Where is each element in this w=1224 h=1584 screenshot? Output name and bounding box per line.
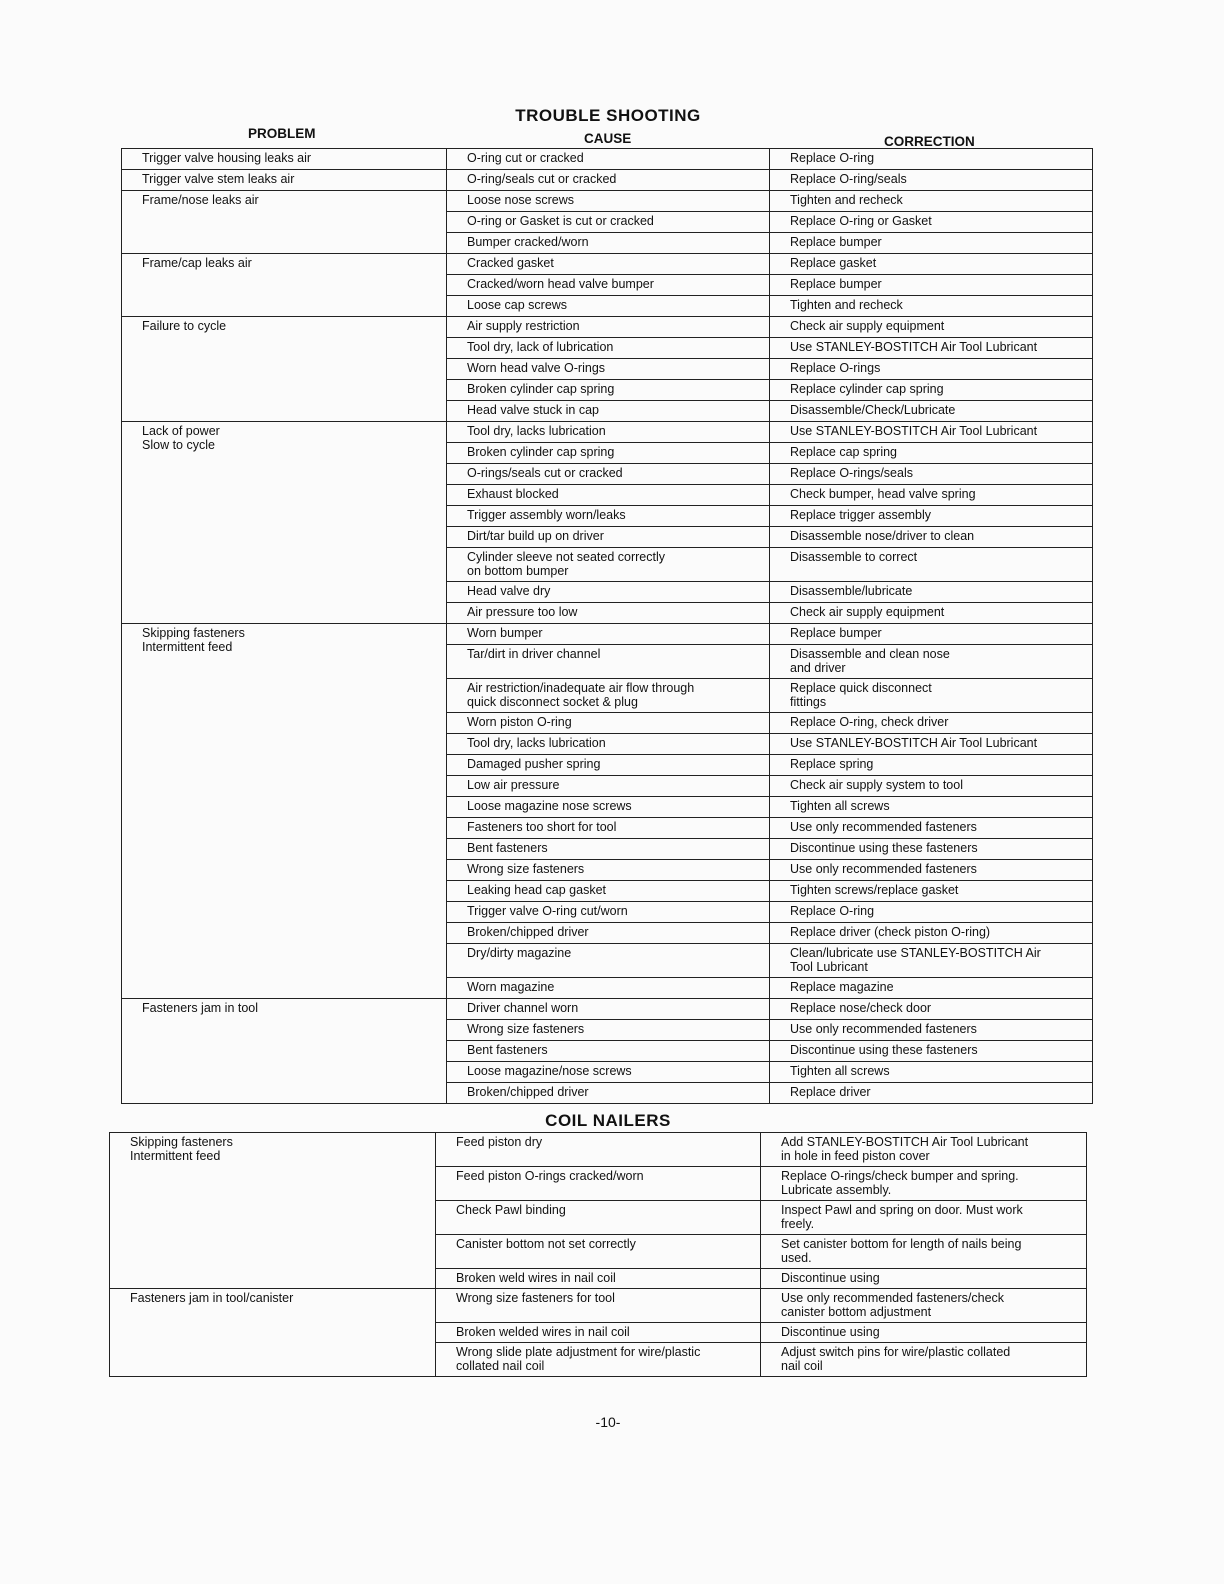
cause-cell: Broken weld wires in nail coil bbox=[436, 1269, 761, 1289]
cause-cell: Loose nose screws bbox=[447, 191, 770, 212]
cause-cell: Air supply restriction bbox=[447, 317, 770, 338]
correction-cell: Use only recommended fasteners bbox=[770, 1020, 1093, 1041]
cause-cell: Wrong size fasteners bbox=[447, 860, 770, 881]
table-row bbox=[122, 624, 1093, 645]
correction-cell: Tighten screws/replace gasket bbox=[770, 881, 1093, 902]
correction-cell: Disassemble and clean nose and driver bbox=[770, 645, 1093, 679]
cause-cell: Air pressure too low bbox=[447, 603, 770, 624]
correction-cell: Replace O-ring bbox=[770, 149, 1093, 170]
table-row bbox=[122, 254, 1093, 275]
cause-cell: Check Pawl binding bbox=[436, 1201, 761, 1235]
correction-cell: Replace O-rings bbox=[770, 359, 1093, 380]
correction-cell: Disassemble/lubricate bbox=[770, 582, 1093, 603]
correction-cell: Use only recommended fasteners bbox=[770, 860, 1093, 881]
correction-cell: Use STANLEY-BOSTITCH Air Tool Lubricant bbox=[770, 422, 1093, 443]
cause-column-header: CAUSE bbox=[584, 131, 632, 146]
correction-cell: Replace magazine bbox=[770, 978, 1093, 999]
correction-cell: Discontinue using these fasteners bbox=[770, 1041, 1093, 1062]
problem-cell: Frame/nose leaks air bbox=[122, 191, 447, 254]
correction-cell: Set canister bottom for length of nails being used. bbox=[761, 1235, 1087, 1269]
problem-cell: Failure to cycle bbox=[122, 317, 447, 422]
correction-cell: Check air supply equipment bbox=[770, 317, 1093, 338]
cause-cell: Worn piston O-ring bbox=[447, 713, 770, 734]
correction-cell: Discontinue using these fasteners bbox=[770, 839, 1093, 860]
correction-cell: Replace O-rings/seals bbox=[770, 464, 1093, 485]
cause-cell: Wrong size fasteners bbox=[447, 1020, 770, 1041]
correction-cell: Disassemble/Check/Lubricate bbox=[770, 401, 1093, 422]
correction-cell: Check bumper, head valve spring bbox=[770, 485, 1093, 506]
correction-cell: Replace O-rings/check bumper and spring. Lubricate assembly. bbox=[761, 1167, 1087, 1201]
correction-cell: Check air supply system to tool bbox=[770, 776, 1093, 797]
coil-nailers-table bbox=[109, 1132, 1087, 1377]
cause-cell: Tool dry, lack of lubrication bbox=[447, 338, 770, 359]
correction-cell: Inspect Pawl and spring on door. Must work freely. bbox=[761, 1201, 1087, 1235]
correction-cell: Use STANLEY-BOSTITCH Air Tool Lubricant bbox=[770, 734, 1093, 755]
correction-cell: Replace gasket bbox=[770, 254, 1093, 275]
cause-cell: Broken cylinder cap spring bbox=[447, 443, 770, 464]
cause-cell: O-rings/seals cut or cracked bbox=[447, 464, 770, 485]
table-row bbox=[110, 1289, 1087, 1323]
cause-cell: Feed piston dry bbox=[436, 1133, 761, 1167]
cause-cell: Cylinder sleeve not seated correctly on bottom bumper bbox=[447, 548, 770, 582]
cause-cell: Trigger valve O-ring cut/worn bbox=[447, 902, 770, 923]
cause-cell: Broken welded wires in nail coil bbox=[436, 1323, 761, 1343]
cause-cell: Canister bottom not set correctly bbox=[436, 1235, 761, 1269]
cause-cell: Tool dry, lacks lubrication bbox=[447, 734, 770, 755]
problem-cell: Lack of power Slow to cycle bbox=[122, 422, 447, 624]
cause-cell: Damaged pusher spring bbox=[447, 755, 770, 776]
page-title: TROUBLE SHOOTING bbox=[515, 106, 701, 125]
cause-cell: Loose magazine nose screws bbox=[447, 797, 770, 818]
correction-cell: Replace bumper bbox=[770, 275, 1093, 296]
table-row bbox=[122, 149, 1093, 170]
cause-cell: Bent fasteners bbox=[447, 839, 770, 860]
table-row bbox=[122, 317, 1093, 338]
correction-cell: Clean/lubricate use STANLEY-BOSTITCH Air Tool Lubricant bbox=[770, 944, 1093, 978]
cause-cell: Low air pressure bbox=[447, 776, 770, 797]
correction-cell: Replace cap spring bbox=[770, 443, 1093, 464]
correction-cell: Replace nose/check door bbox=[770, 999, 1093, 1020]
troubleshooting-table bbox=[121, 148, 1093, 1104]
correction-cell: Replace O-ring, check driver bbox=[770, 713, 1093, 734]
cause-cell: Broken/chipped driver bbox=[447, 1083, 770, 1104]
cause-cell: Tar/dirt in driver channel bbox=[447, 645, 770, 679]
cause-cell: Worn bumper bbox=[447, 624, 770, 645]
cause-cell: Tool dry, lacks lubrication bbox=[447, 422, 770, 443]
correction-cell: Tighten and recheck bbox=[770, 191, 1093, 212]
correction-cell: Replace quick disconnect fittings bbox=[770, 679, 1093, 713]
cause-cell: Fasteners too short for tool bbox=[447, 818, 770, 839]
problem-cell: Skipping fasteners Intermittent feed bbox=[122, 624, 447, 999]
correction-cell: Replace O-ring or Gasket bbox=[770, 212, 1093, 233]
correction-cell: Replace bumper bbox=[770, 624, 1093, 645]
cause-cell: Dry/dirty magazine bbox=[447, 944, 770, 978]
correction-column-header: CORRECTION bbox=[884, 134, 975, 149]
problem-cell: Skipping fasteners Intermittent feed bbox=[110, 1133, 436, 1289]
table-row bbox=[122, 422, 1093, 443]
coil-nailers-title: COIL NAILERS bbox=[545, 1111, 671, 1130]
cause-cell: Broken/chipped driver bbox=[447, 923, 770, 944]
problem-cell: Trigger valve stem leaks air bbox=[122, 170, 447, 191]
cause-cell: Worn head valve O-rings bbox=[447, 359, 770, 380]
problem-cell: Frame/cap leaks air bbox=[122, 254, 447, 317]
cause-cell: O-ring or Gasket is cut or cracked bbox=[447, 212, 770, 233]
cause-cell: Driver channel worn bbox=[447, 999, 770, 1020]
cause-cell: Bumper cracked/worn bbox=[447, 233, 770, 254]
correction-cell: Tighten all screws bbox=[770, 1062, 1093, 1083]
correction-cell: Tighten all screws bbox=[770, 797, 1093, 818]
cause-cell: Loose cap screws bbox=[447, 296, 770, 317]
cause-cell: Leaking head cap gasket bbox=[447, 881, 770, 902]
table-row bbox=[122, 999, 1093, 1020]
correction-cell: Tighten and recheck bbox=[770, 296, 1093, 317]
correction-cell: Replace O-ring bbox=[770, 902, 1093, 923]
cause-cell: Feed piston O-rings cracked/worn bbox=[436, 1167, 761, 1201]
cause-cell: Bent fasteners bbox=[447, 1041, 770, 1062]
cause-cell: O-ring cut or cracked bbox=[447, 149, 770, 170]
cause-cell: Broken cylinder cap spring bbox=[447, 380, 770, 401]
correction-cell: Replace O-ring/seals bbox=[770, 170, 1093, 191]
correction-cell: Replace trigger assembly bbox=[770, 506, 1093, 527]
cause-cell: Wrong slide plate adjustment for wire/plastic collated nail coil bbox=[436, 1343, 761, 1377]
problem-cell: Fasteners jam in tool bbox=[122, 999, 447, 1104]
correction-cell: Replace cylinder cap spring bbox=[770, 380, 1093, 401]
cause-cell: Worn magazine bbox=[447, 978, 770, 999]
correction-cell: Use STANLEY-BOSTITCH Air Tool Lubricant bbox=[770, 338, 1093, 359]
cause-cell: O-ring/seals cut or cracked bbox=[447, 170, 770, 191]
correction-cell: Check air supply equipment bbox=[770, 603, 1093, 624]
cause-cell: Trigger assembly worn/leaks bbox=[447, 506, 770, 527]
page-number: -10- bbox=[595, 1414, 621, 1430]
table-row bbox=[110, 1133, 1087, 1167]
problem-column-header: PROBLEM bbox=[248, 126, 316, 141]
correction-cell: Add STANLEY-BOSTITCH Air Tool Lubricant in hole in feed piston cover bbox=[761, 1133, 1087, 1167]
correction-cell: Replace spring bbox=[770, 755, 1093, 776]
correction-cell: Replace bumper bbox=[770, 233, 1093, 254]
correction-cell: Disassemble to correct bbox=[770, 548, 1093, 582]
table-row bbox=[122, 191, 1093, 212]
correction-cell: Disassemble nose/driver to clean bbox=[770, 527, 1093, 548]
correction-cell: Replace driver bbox=[770, 1083, 1093, 1104]
cause-cell: Air restriction/inadequate air flow through quick disconnect socket & plug bbox=[447, 679, 770, 713]
cause-cell: Cracked/worn head valve bumper bbox=[447, 275, 770, 296]
cause-cell: Exhaust blocked bbox=[447, 485, 770, 506]
cause-cell: Loose magazine/nose screws bbox=[447, 1062, 770, 1083]
cause-cell: Head valve dry bbox=[447, 582, 770, 603]
cause-cell: Cracked gasket bbox=[447, 254, 770, 275]
correction-cell: Use only recommended fasteners/check canister bottom adjustment bbox=[761, 1289, 1087, 1323]
correction-cell: Replace driver (check piston O-ring) bbox=[770, 923, 1093, 944]
correction-cell: Discontinue using bbox=[761, 1269, 1087, 1289]
correction-cell: Use only recommended fasteners bbox=[770, 818, 1093, 839]
cause-cell: Dirt/tar build up on driver bbox=[447, 527, 770, 548]
table-row bbox=[122, 170, 1093, 191]
problem-cell: Fasteners jam in tool/canister bbox=[110, 1289, 436, 1377]
correction-cell: Adjust switch pins for wire/plastic collated nail coil bbox=[761, 1343, 1087, 1377]
problem-cell: Trigger valve housing leaks air bbox=[122, 149, 447, 170]
cause-cell: Head valve stuck in cap bbox=[447, 401, 770, 422]
correction-cell: Discontinue using bbox=[761, 1323, 1087, 1343]
cause-cell: Wrong size fasteners for tool bbox=[436, 1289, 761, 1323]
